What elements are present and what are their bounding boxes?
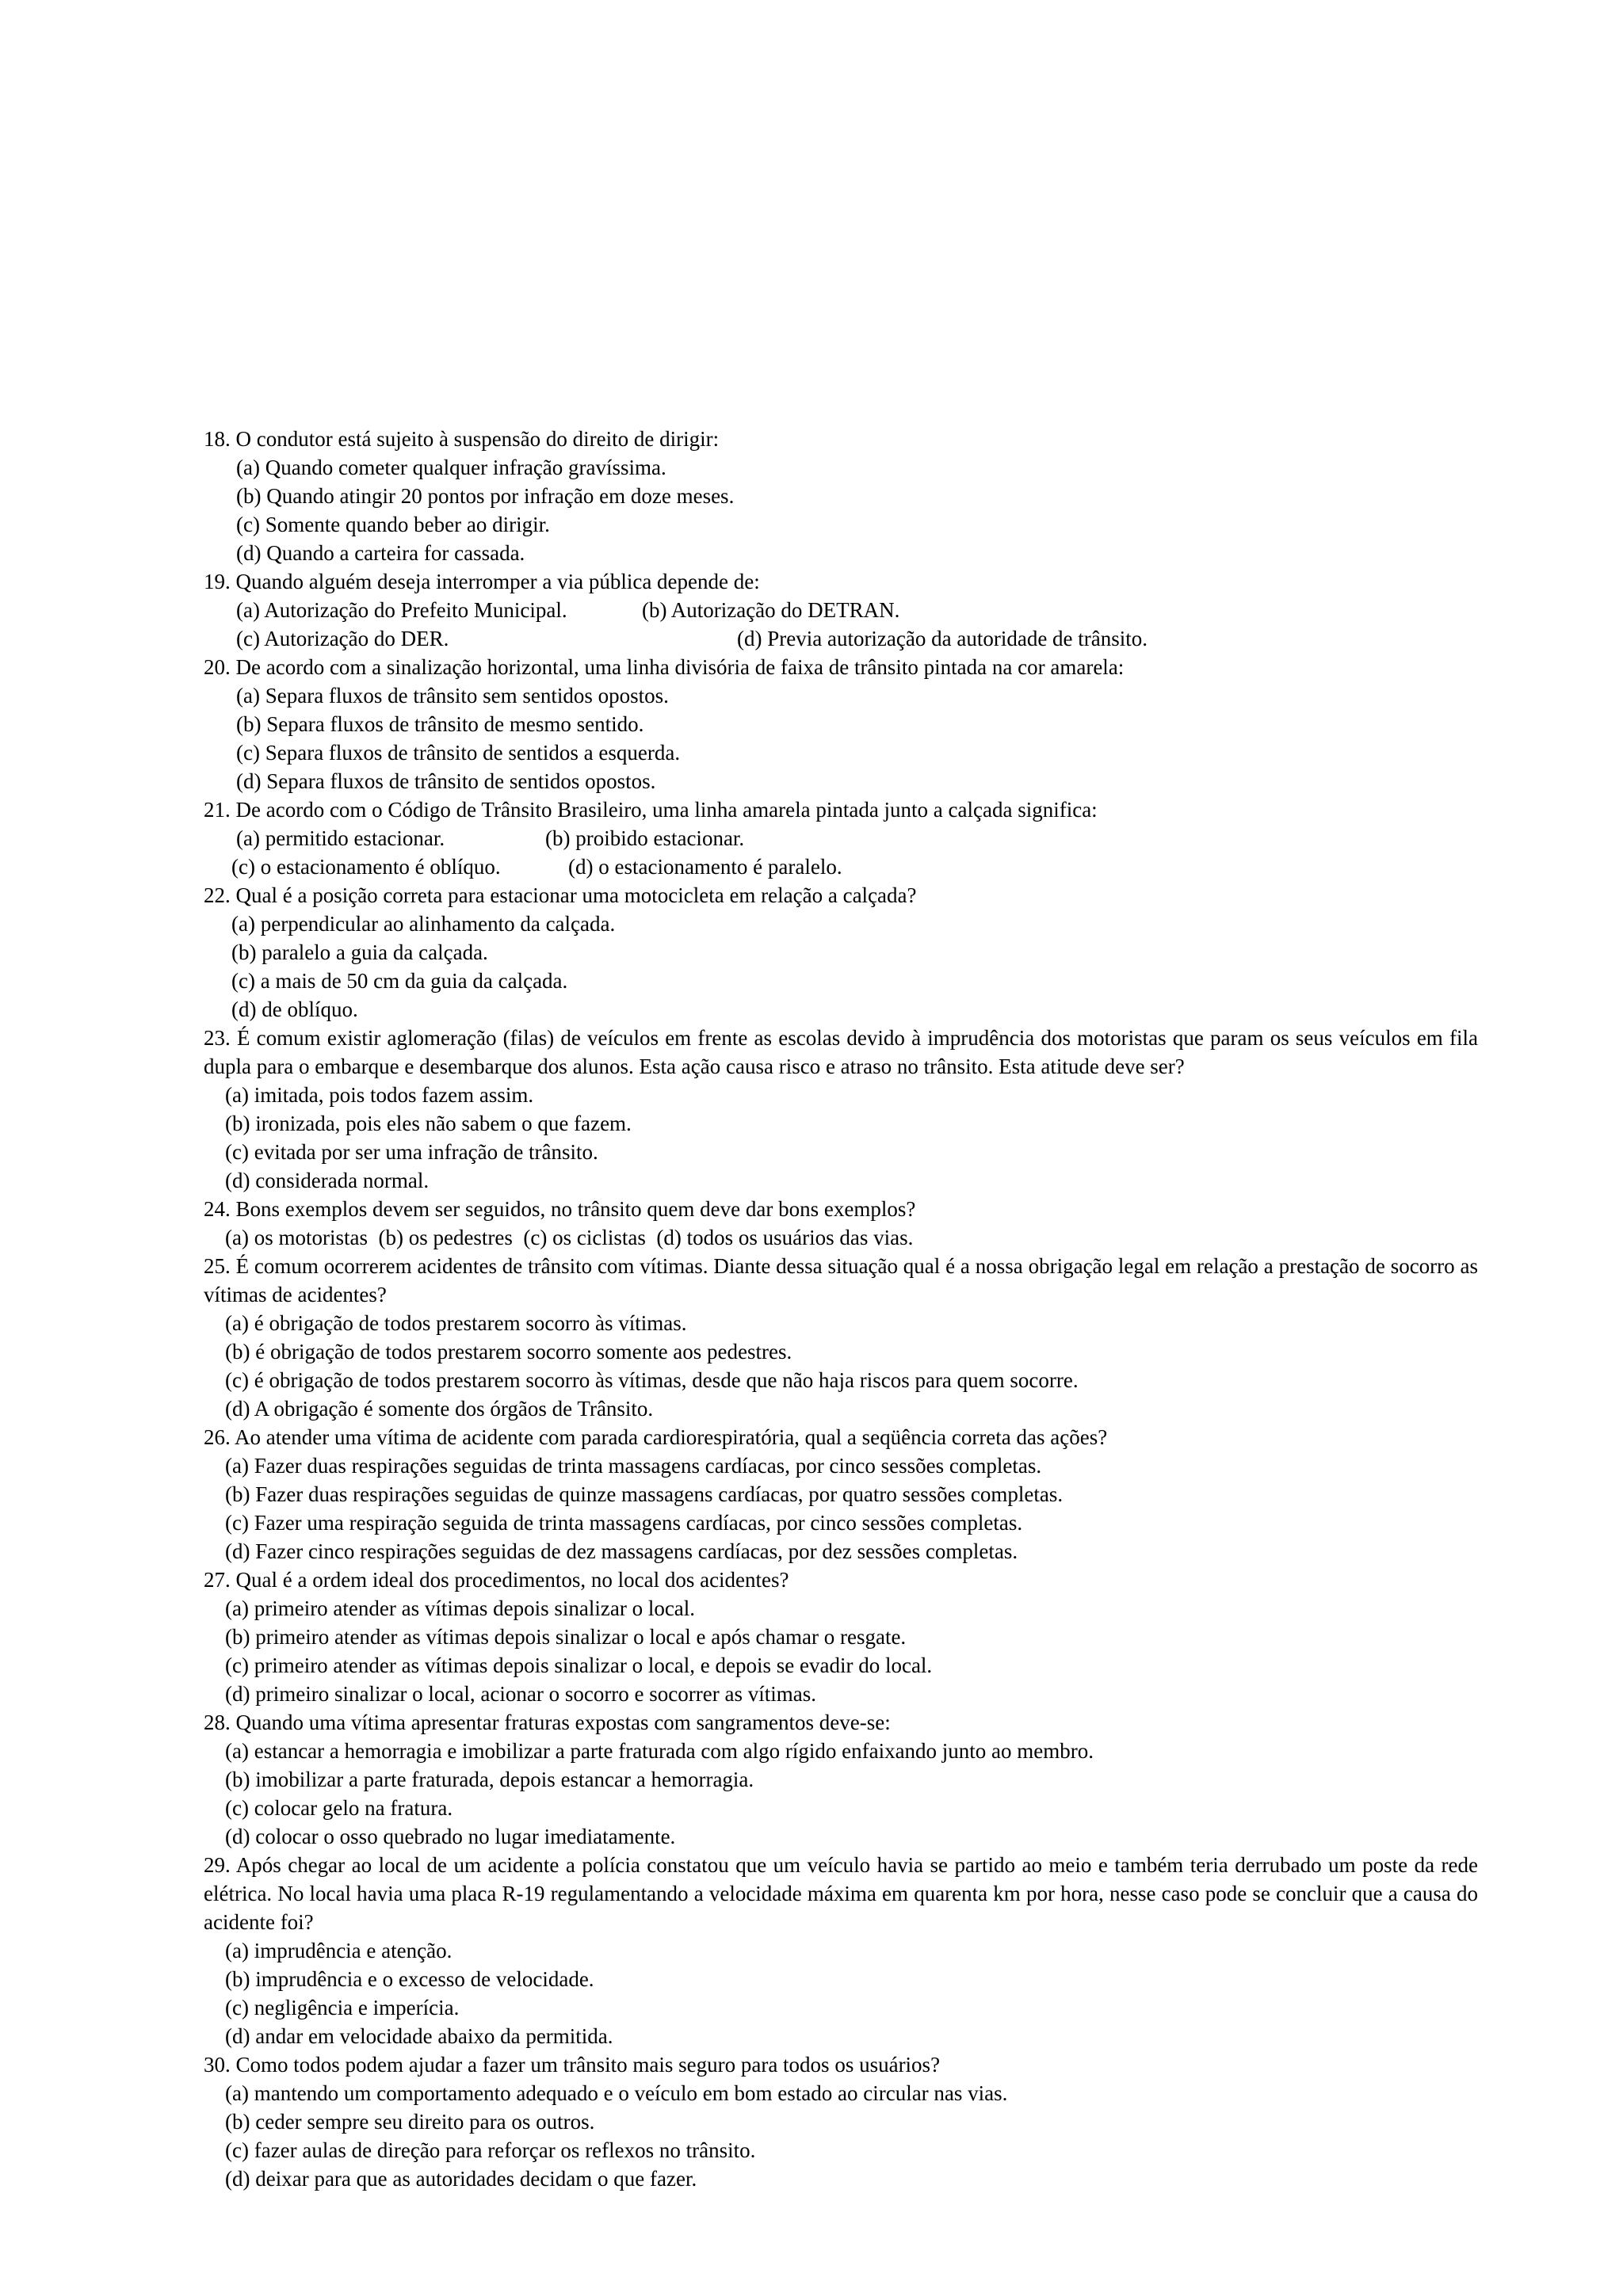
answer-option: (a) Autorização do Prefeito Municipal. (236, 598, 567, 622)
answer-option: (a) mantendo um comportamento adequado e o veículo em bom estado ao circular nas vias. (225, 2081, 1008, 2105)
question-25 (204, 1252, 1478, 1423)
answer-option: (d) o estacionamento é paralelo. (568, 855, 842, 879)
answer-option: (d) colocar o osso quebrado no lugar imediatamente. (225, 1825, 676, 1848)
question-text: 18. O condutor está sujeito à suspensão do direito de dirigir: (204, 427, 720, 451)
answer-option: (b) ironizada, pois eles não sabem o que fazem. (225, 1112, 632, 1135)
answer-option: (a) perpendicular ao alinhamento da calçada. (231, 912, 616, 936)
question-text: 29. Após chegar ao local de um acidente a polícia constatou que um veículo havia se partido ao meio e também teria derrubado um poste da rede elétrica. No local havia uma placa R-19 regulamentando a velocidade máxima em quarenta km por hora, nesse caso pode se concluir que a causa do acidente foi? (204, 1853, 1478, 1934)
answer-option: (d) Separa fluxos de trânsito de sentidos opostos. (236, 769, 656, 793)
question-20 (204, 653, 1478, 795)
answer-option: (a) imprudência e atenção. (225, 1939, 453, 1962)
question-29 (204, 1851, 1478, 2050)
question-text: 26. Ao atender uma vítima de acidente com parada cardiorespiratória, qual a seqüência correta das ações? (204, 1425, 1108, 1449)
answer-option: (b) é obrigação de todos prestarem socorro somente aos pedestres. (225, 1340, 792, 1363)
answer-option: (c) evitada por ser uma infração de trânsito. (225, 1140, 598, 1164)
answer-option: (b) paralelo a guia da calçada. (231, 940, 488, 964)
answer-option: (b) Quando atingir 20 pontos por infração em doze meses. (236, 484, 735, 508)
answer-option: (c) é obrigação de todos prestarem socorro às vítimas, desde que não haja riscos para quem socorre. (225, 1368, 1079, 1392)
question-28 (204, 1708, 1478, 1851)
question-19 (204, 567, 1478, 653)
answer-option: (b) Separa fluxos de trânsito de mesmo sentido. (236, 712, 644, 736)
answer-option: (b) proibido estacionar. (545, 826, 745, 850)
answer-option-row (204, 824, 1478, 852)
answer-option: (a) os motoristas (b) os pedestres (c) os ciclistas (d) todos os usuários das vias. (225, 1226, 914, 1249)
question-text: 30. Como todos podem ajudar a fazer um trânsito mais seguro para todos os usuários? (204, 2053, 941, 2077)
question-23 (204, 1024, 1478, 1195)
question-text: 19. Quando alguém deseja interromper a via pública depende de: (204, 570, 760, 593)
question-text: 22. Qual é a posição correta para estacionar uma motocicleta em relação a calçada? (204, 883, 917, 907)
answer-option-row (204, 852, 1478, 881)
answer-option: (d) Fazer cinco respirações seguidas de dez massagens cardíacas, por dez sessões completas. (225, 1539, 1018, 1563)
answer-option-row (204, 624, 1478, 653)
answer-option: (c) o estacionamento é oblíquo. (231, 855, 501, 879)
answer-option: (b) imprudência e o excesso de velocidade. (225, 1967, 594, 1991)
question-text: 20. De acordo com a sinalização horizontal, uma linha divisória de faixa de trânsito pintada na cor amarela: (204, 655, 1125, 679)
question-text: 25. É comum ocorrerem acidentes de trânsito com vítimas. Diante dessa situação qual é a nossa obrigação legal em relação a prestação de socorro as vítimas de acidentes? (204, 1254, 1478, 1306)
answer-option: (d) primeiro sinalizar o local, acionar o socorro e socorrer as vítimas. (225, 1682, 816, 1706)
question-text: 24. Bons exemplos devem ser seguidos, no trânsito quem deve dar bons exemplos? (204, 1197, 916, 1221)
question-text: 23. É comum existir aglomeração (filas) de veículos em frente as escolas devido à imprudência dos motoristas que param os seus veículos em fila dupla para o embarque e desembarque dos alunos. Esta ação causa risco e atraso no trânsito. Esta atitude deve ser? (204, 1026, 1478, 1078)
question-24 (204, 1195, 1478, 1252)
question-list (204, 425, 1478, 2193)
answer-option: (d) Quando a carteira for cassada. (236, 541, 525, 565)
answer-option: (d) A obrigação é somente dos órgãos de Trânsito. (225, 1397, 654, 1421)
answer-option: (b) ceder sempre seu direito para os outros. (225, 2110, 595, 2134)
question-18 (204, 425, 1478, 567)
question-22 (204, 881, 1478, 1024)
answer-option: (c) a mais de 50 cm da guia da calçada. (231, 969, 568, 993)
answer-option: (a) permitido estacionar. (236, 826, 445, 850)
answer-option-row (204, 596, 1478, 624)
answer-option: (d) deixar para que as autoridades decidam o que fazer. (225, 2167, 697, 2191)
answer-option: (c) Somente quando beber ao dirigir. (236, 513, 550, 536)
answer-option: (c) primeiro atender as vítimas depois sinalizar o local, e depois se evadir do local. (225, 1653, 933, 1677)
answer-option: (c) Autorização do DER. (236, 627, 449, 650)
answer-option: (a) imitada, pois todos fazem assim. (225, 1083, 534, 1107)
answer-option: (c) negligência e imperícia. (225, 1996, 460, 2019)
answer-option: (d) andar em velocidade abaixo da permitida. (225, 2024, 613, 2048)
answer-option: (c) Fazer uma respiração seguida de trinta massagens cardíacas, por cinco sessões completas. (225, 1511, 1023, 1535)
answer-option: (a) Separa fluxos de trânsito sem sentidos opostos. (236, 684, 669, 707)
question-26 (204, 1423, 1478, 1566)
answer-option: (b) Fazer duas respirações seguidas de quinze massagens cardíacas, por quatro sessões completas. (225, 1482, 1064, 1506)
question-text: 21. De acordo com o Código de Trânsito Brasileiro, uma linha amarela pintada junto a calçada significa: (204, 798, 1098, 822)
question-21 (204, 795, 1478, 881)
question-30 (204, 2050, 1478, 2193)
answer-option: (a) Quando cometer qualquer infração gravíssima. (236, 456, 666, 479)
answer-option: (a) estancar a hemorragia e imobilizar a parte fraturada com algo rígido enfaixando junto ao membro. (225, 1739, 1094, 1763)
answer-option: (d) Previa autorização da autoridade de trânsito. (737, 627, 1148, 650)
answer-option: (a) Fazer duas respirações seguidas de trinta massagens cardíacas, por cinco sessões completas. (225, 1454, 1042, 1478)
answer-option: (a) é obrigação de todos prestarem socorro às vítimas. (225, 1311, 687, 1335)
answer-option: (d) de oblíquo. (231, 997, 358, 1021)
question-text: 27. Qual é a ordem ideal dos procedimentos, no local dos acidentes? (204, 1568, 789, 1592)
answer-option: (b) Autorização do DETRAN. (642, 598, 900, 622)
question-27 (204, 1566, 1478, 1708)
answer-option: (c) colocar gelo na fratura. (225, 1796, 453, 1820)
answer-option: (b) primeiro atender as vítimas depois sinalizar o local e após chamar o resgate. (225, 1625, 907, 1649)
question-text: 28. Quando uma vítima apresentar fraturas expostas com sangramentos deve-se: (204, 1711, 891, 1734)
answer-option: (c) Separa fluxos de trânsito de sentidos a esquerda. (236, 741, 681, 765)
answer-option: (c) fazer aulas de direção para reforçar os reflexos no trânsito. (225, 2138, 756, 2162)
answer-option: (a) primeiro atender as vítimas depois sinalizar o local. (225, 1596, 696, 1620)
answer-option: (d) considerada normal. (225, 1169, 430, 1192)
answer-option: (b) imobilizar a parte fraturada, depois estancar a hemorragia. (225, 1768, 754, 1791)
